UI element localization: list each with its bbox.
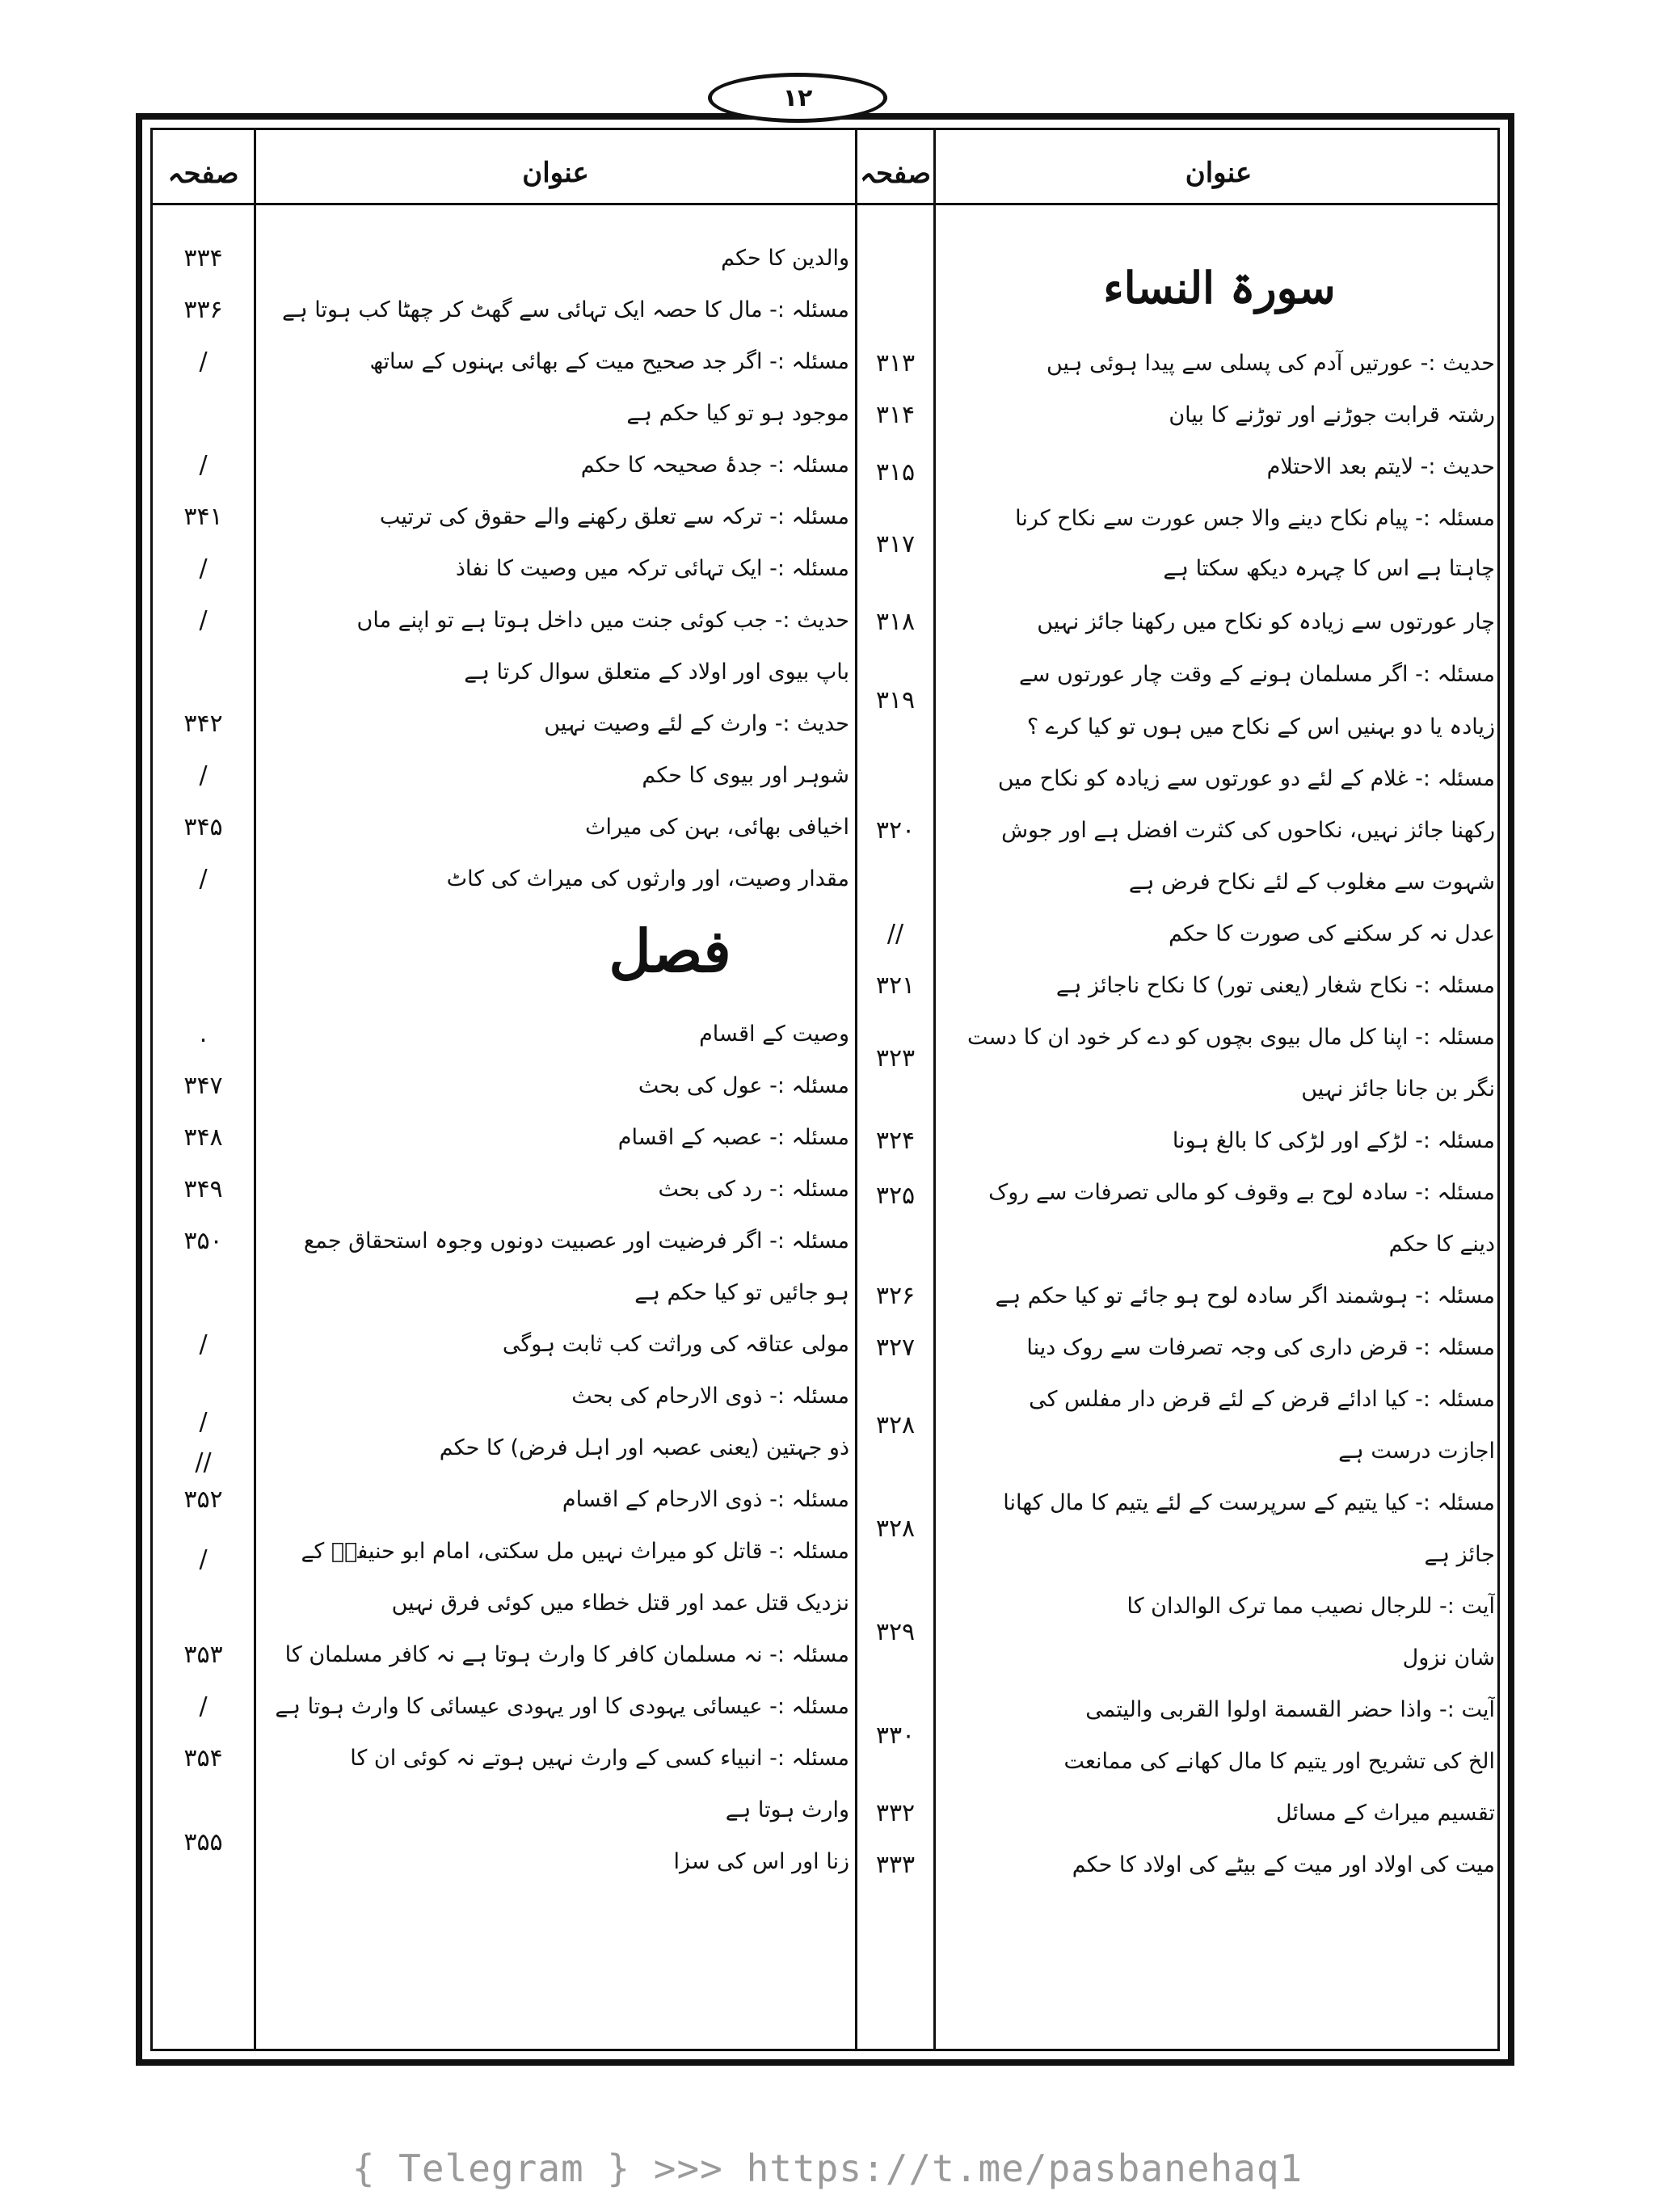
right-toc-entry: مسئلہ :- پیام نکاح دینے والا جس عورت سے نکاح کرنا: [1015, 505, 1495, 531]
left-page-number: ۳۵۲: [183, 1485, 223, 1514]
left-page-number: ۳۴۷: [183, 1071, 223, 1100]
left-page-number: ۳۵۵: [183, 1827, 223, 1856]
left-toc-entry: مسئلہ :- ایک تہائی ترکہ میں وصیت کا نفاذ: [455, 555, 849, 581]
right-toc-entry: شان نزول: [1402, 1645, 1495, 1671]
right-page-number: ۳۲۵: [875, 1181, 916, 1210]
right-toc-entry: مسئلہ :- سادہ لوح بے وقوف کو مالی تصرفات سے روک: [988, 1179, 1495, 1205]
left-toc-entry: حدیث :- وارث کے لئے وصیت نہیں: [544, 710, 849, 736]
left-toc-entry: حدیث :- جب کوئی جنت میں داخل ہوتا ہے تو اپنے ماں: [356, 607, 849, 633]
left-page-number: .: [199, 1019, 208, 1048]
left-toc-entry: مسئلہ :- عیسائی یہودی کا اور یہودی عیسائی کا وارث ہوتا ہے: [275, 1693, 849, 1719]
left-page-number: //: [195, 1447, 212, 1477]
header-left-page: صفحہ: [167, 157, 239, 190]
left-page-number: /: [199, 1407, 208, 1436]
column-divider: [933, 130, 936, 2049]
right-toc-entry: آیت :- للرجال نصیب مما ترک الوالدان کا: [1126, 1593, 1495, 1619]
left-toc-entry: مسئلہ :- رد کی بحث: [658, 1176, 849, 1202]
left-toc-entry: مسئلہ :- انبیاء کسی کے وارث نہیں ہوتے نہ کوئی ان کا: [350, 1745, 849, 1771]
right-page-number: ۳۱۷: [875, 529, 916, 558]
left-toc-entry: مسئلہ :- اگر جد صحیح میت کے بھائی بہنوں کے ساتھ: [369, 348, 849, 374]
left-toc-entry: مسئلہ :- مال کا حصہ ایک تہائی سے گھٹ کر چھٹا کب ہوتا ہے: [282, 297, 849, 322]
right-toc-entry: حدیث :- لایتم بعد الاحتلام: [1266, 453, 1495, 479]
header-divider: [153, 203, 1497, 205]
left-page-number: ۳۵۳: [183, 1640, 223, 1669]
left-toc-entry: مسئلہ :- عول کی بحث: [638, 1072, 849, 1098]
page-number: ۱۲: [782, 83, 813, 112]
right-page-number: ۳۲۶: [875, 1281, 916, 1310]
right-toc-entry: نگر بن جانا جائز نہیں: [1301, 1076, 1495, 1102]
left-toc-entry: موجود ہو تو کیا حکم ہے: [626, 400, 849, 426]
left-page-number: /: [199, 864, 208, 893]
right-toc-entry: الخ کی تشریح اور یتیم کا مال کھانے کی ممانعت: [1063, 1748, 1495, 1774]
surah-heading: سورۃ النساء: [1103, 262, 1336, 314]
right-page-number: ۳۲۹: [875, 1617, 916, 1646]
left-page-number: ۳۵۰: [183, 1226, 223, 1255]
left-toc-entry: مقدار وصیت، اور وارثوں کی میراث کی کاٹ: [446, 866, 849, 891]
right-page-number: ۳۲۸: [875, 1514, 916, 1543]
left-page-number: /: [199, 347, 208, 376]
right-page-number: ۳۱۳: [875, 348, 916, 377]
right-toc-entry: مسئلہ :- کیا یتیم کے سرپرست کے لئے یتیم کا مال کھانا: [1003, 1489, 1495, 1515]
left-page-number: ۳۵۴: [183, 1743, 223, 1772]
right-toc-entry: حدیث :- عورتیں آدم کی پسلی سے پیدا ہوئی ہیں: [1046, 350, 1495, 376]
left-toc-entry: مولی عتاقہ کی وراثت کب ثابت ہوگی: [502, 1331, 849, 1357]
left-toc-entry: شوہر اور بیوی کا حکم: [642, 762, 849, 788]
left-toc-entry: مسئلہ :- قاتل کو میراث نہیں مل سکتی، امام ابو حنیفہؒ کے: [301, 1538, 849, 1564]
right-toc-entry: جائز ہے: [1424, 1541, 1495, 1567]
left-toc-entry: وارث ہوتا ہے: [725, 1797, 849, 1822]
left-toc-entry: ذو جہتین (یعنی عصبہ اور اہل فرض) کا حکم: [439, 1435, 849, 1460]
left-toc-entry: مسئلہ :- ذوی الارحام کے اقسام: [562, 1486, 849, 1512]
right-page-number: ۳۳۳: [875, 1850, 916, 1879]
fasl-heading: فصل: [609, 916, 731, 985]
right-page-number: ۳۳۰: [875, 1721, 916, 1750]
right-toc-entry: عدل نہ کر سکنے کی صورت کا حکم: [1169, 921, 1495, 946]
left-toc-entry: باپ بیوی اور اولاد کے متعلق سوال کرتا ہے: [464, 659, 849, 685]
right-page-number: ۳۱۹: [875, 685, 916, 714]
right-page-number: ۳۲۱: [875, 971, 916, 1000]
left-page-number: ۳۴۲: [183, 709, 223, 738]
right-toc-entry: مسئلہ :- لڑکے اور لڑکی کا بالغ ہونا: [1172, 1127, 1495, 1153]
column-divider: [254, 130, 256, 2049]
contents-frame: [136, 113, 1514, 2066]
right-page-number: ۳۲۰: [875, 815, 916, 845]
right-toc-entry: رکھنا جائز نہیں، نکاحوں کی کثرت افضل ہے اور جوش: [1001, 817, 1495, 843]
left-toc-entry: مسئلہ :- نہ مسلمان کافر کا وارث ہوتا ہے نہ کافر مسلمان کا: [284, 1641, 849, 1667]
right-toc-entry: مسئلہ :- غلام کے لئے دو عورتوں سے زیادہ کو نکاح میں: [997, 765, 1495, 791]
right-toc-entry: آیت :- واذا حضر القسمة اولوا القربى واليتمى: [1085, 1696, 1495, 1722]
right-toc-entry: زیادہ یا دو بہنیں اس کے نکاح میں ہوں تو کیا کرے ؟: [1026, 714, 1495, 739]
left-page-number: /: [199, 1329, 208, 1359]
left-page-number: /: [199, 1544, 208, 1574]
left-page-number: /: [199, 554, 208, 583]
right-toc-entry: تقسیم میراث کے مسائل: [1276, 1800, 1495, 1826]
right-toc-entry: مسئلہ :- اگر مسلمان ہونے کے وقت چار عورتوں سے: [1019, 661, 1495, 687]
right-toc-entry: چاہتا ہے اس کا چہرہ دیکھ سکتا ہے: [1163, 555, 1495, 581]
left-page-number: /: [199, 761, 208, 790]
left-page-number: ۳۴۹: [183, 1174, 223, 1203]
right-page-number: ۳۲۴: [875, 1126, 916, 1155]
right-toc-entry: مسئلہ :- ہوشمند اگر سادہ لوح ہو جائے تو کیا حکم ہے: [995, 1283, 1495, 1308]
right-page-number: ۳۱۵: [875, 457, 916, 487]
left-page-number: ۳۳۶: [183, 295, 223, 324]
right-page-number: ۳۱۸: [875, 607, 916, 636]
right-toc-entry: دینے کا حکم: [1388, 1231, 1495, 1257]
left-toc-entry: مسئلہ :- ذوی الارحام کی بحث: [571, 1383, 849, 1409]
left-page-number: ۳۴۱: [183, 502, 223, 531]
right-toc-entry: مسئلہ :- قرض داری کی وجہ تصرفات سے روک دینا: [1026, 1334, 1495, 1360]
left-toc-entry: مسئلہ :- جدۂ صحیحہ کا حکم: [580, 452, 849, 478]
page-number-oval: [708, 73, 887, 123]
left-page-number: ۳۴۸: [183, 1123, 223, 1152]
left-page-number: /: [199, 605, 208, 634]
left-toc-entry: زنا اور اس کی سزا: [673, 1848, 849, 1874]
right-toc-entry: چار عورتوں سے زیادہ کو نکاح میں رکھنا جائز نہیں: [1037, 609, 1495, 634]
left-toc-entry: والدین کا حکم: [721, 245, 849, 271]
left-toc-entry: وصیت کے اقسام: [699, 1021, 849, 1047]
right-page-number: ۳۱۴: [875, 400, 916, 429]
left-page-number: /: [199, 1692, 208, 1721]
right-toc-entry: مسئلہ :- اپنا کل مال بیوی بچوں کو دے کر خود ان کا دست: [967, 1024, 1495, 1050]
right-page-number: //: [886, 919, 904, 948]
left-toc-entry: مسئلہ :- عصبہ کے اقسام: [617, 1124, 849, 1150]
right-page-number: ۳۲۳: [875, 1043, 916, 1072]
right-toc-entry: شہوت سے مغلوب کے لئے نکاح فرض ہے: [1128, 869, 1495, 895]
right-toc-entry: میت کی اولاد اور میت کے بیٹے کی اولاد کا حکم: [1072, 1852, 1495, 1877]
left-page-number: ۳۳۴: [183, 243, 223, 272]
header-right-page: صفحہ: [860, 157, 931, 190]
left-page-number: /: [199, 450, 208, 479]
left-toc-entry: ہو جائیں تو کیا حکم ہے: [634, 1279, 849, 1305]
right-toc-entry: مسئلہ :- نکاح شغار (یعنی تور) کا نکاح ناجائز ہے: [1055, 972, 1495, 998]
left-toc-entry: مسئلہ :- ترکہ سے تعلق رکھنے والے حقوق کی ترتیب: [379, 503, 849, 529]
right-toc-entry: اجازت درست ہے: [1338, 1438, 1495, 1464]
telegram-watermark: { Telegram } >>> https://t.me/pasbanehaq1: [352, 2147, 1303, 2190]
right-toc-entry: رشتہ قرابت جوڑنے اور توڑنے کا بیان: [1169, 402, 1495, 428]
left-toc-entry: نزدیک قتل عمد اور قتل خطاء میں کوئی فرق نہیں: [391, 1590, 849, 1616]
right-page-number: ۳۳۲: [875, 1798, 916, 1827]
header-left-title: عنوان: [522, 157, 589, 189]
contents-table: [150, 128, 1500, 2051]
left-page-number: ۳۴۵: [183, 812, 223, 841]
left-toc-entry: اخیافی بھائی، بہن کی میراث: [585, 814, 849, 840]
right-page-number: ۳۲۷: [875, 1333, 916, 1362]
header-right-title: عنوان: [1185, 157, 1253, 189]
left-toc-entry: مسئلہ :- اگر فرضیت اور عصبیت دونوں وجوہ استحقاق جمع: [303, 1228, 849, 1253]
right-toc-entry: مسئلہ :- کیا ادائے قرض کے لئے قرض دار مفلس کی: [1029, 1386, 1495, 1412]
right-page-number: ۳۲۸: [875, 1410, 916, 1439]
